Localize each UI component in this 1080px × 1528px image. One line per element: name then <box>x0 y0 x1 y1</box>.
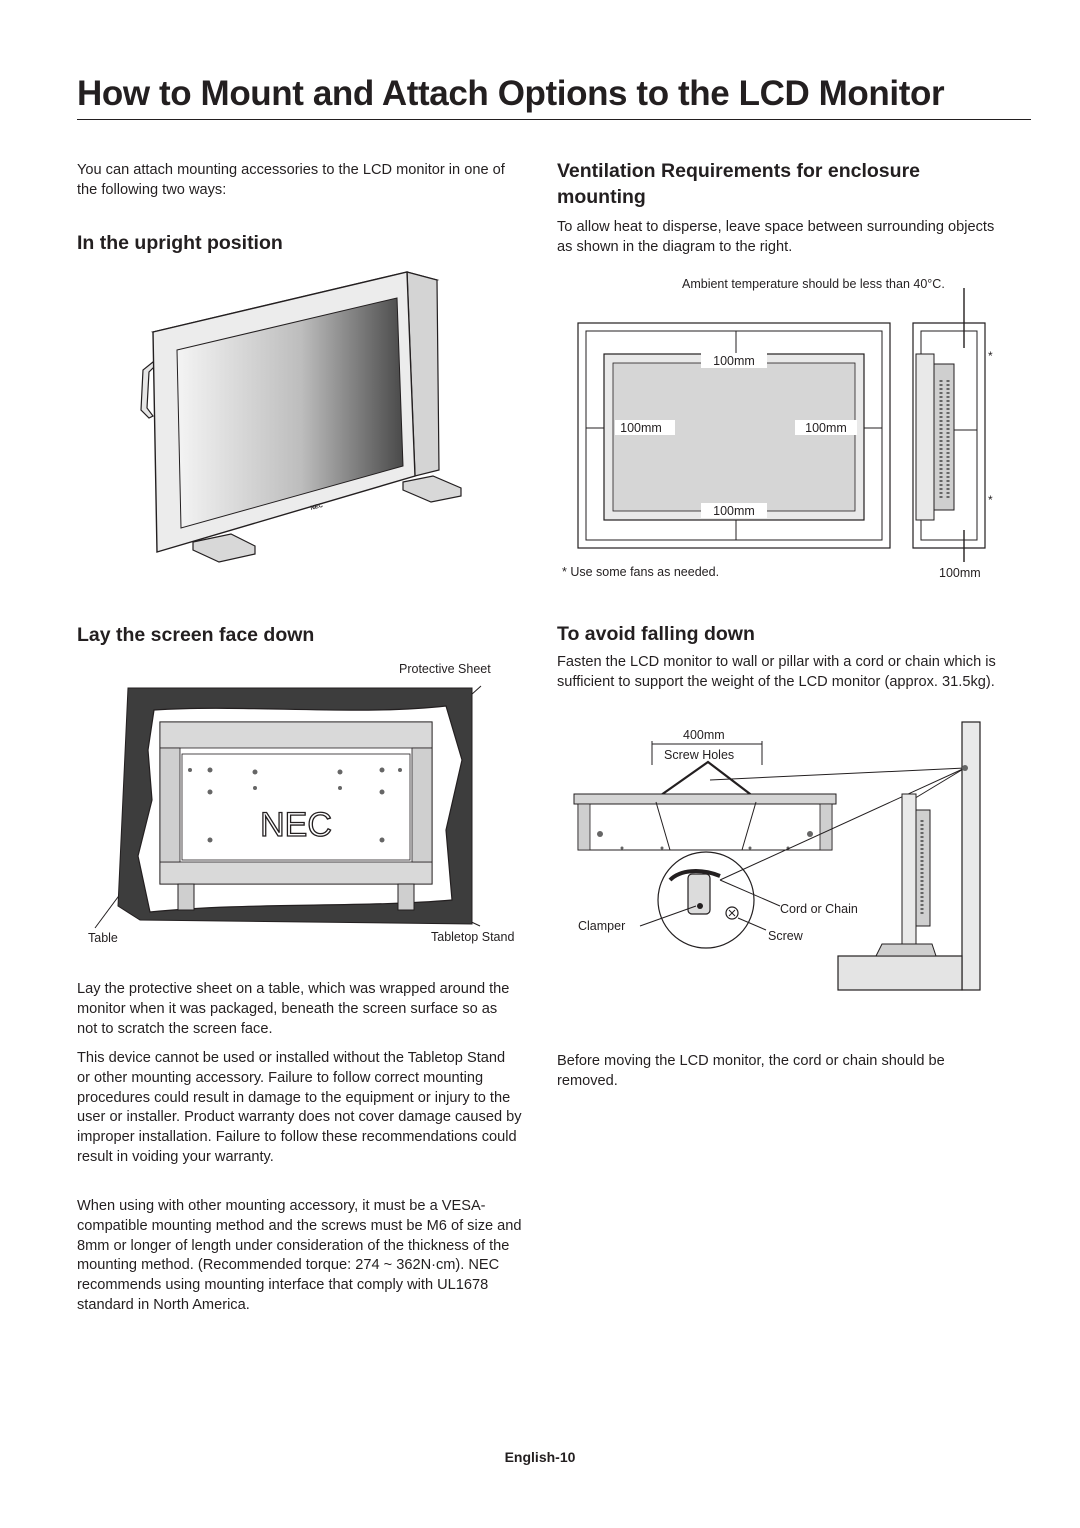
bottom-clearance-label: 100mm <box>713 504 755 518</box>
page-footer: English-10 <box>504 1449 576 1465</box>
falling-text: Fasten the LCD monitor to wall or pillar with a cord or chain which is sufficient to support the weight of the LCD monitor (approx. 31.5kg). <box>557 654 996 690</box>
paragraph-protective-sheet: Lay the protective sheet on a table, which was wrapped around the monitor when it was packaged, beneath the screen surface so as not to scratch the screen face. <box>77 981 510 1037</box>
top-clearance-label: 100mm <box>713 354 755 368</box>
side-clearance-label: 100mm <box>939 566 981 580</box>
fall-prevention-diagram <box>570 720 990 995</box>
intro-text: You can attach mounting accessories to the LCD monitor in one of the following two ways: <box>77 162 505 198</box>
ambient-note: Ambient temperature should be less than 40°C. <box>682 277 945 291</box>
left-clearance-label: 100mm <box>620 421 662 435</box>
ventilation-heading: Ventilation Requirements for enclosure mounting <box>557 160 920 208</box>
clamper-label: Clamper <box>578 919 626 933</box>
spacing-label: 400mm <box>683 728 725 742</box>
cord-or-chain-label: Cord or Chain <box>780 902 858 916</box>
title-rule <box>77 119 1031 120</box>
ventilation-diagram <box>575 290 995 565</box>
paragraph-vesa: When using with other mounting accessory, it must be a VESA-compatible mounting method and the screws must be M6 of size and 8mm or longer of length under consideration of the thickness of the mounting method. (Recommended torque: 274 ~ 362N·cm). NEC recommends using mounting interface that comply with UL1678 standard in North America. <box>77 1198 522 1313</box>
asterisk-bottom: * <box>988 493 993 507</box>
fans-note: * Use some fans as needed. <box>562 565 720 579</box>
monitor-brand-label: NEC <box>309 502 324 512</box>
upright-heading: In the upright position <box>77 232 283 254</box>
protective-sheet-label: Protective Sheet <box>399 662 491 676</box>
table-label: Table <box>88 931 118 945</box>
tabletop-stand-label: Tabletop Stand <box>431 930 515 944</box>
falling-heading: To avoid falling down <box>557 623 755 645</box>
screw-label: Screw <box>768 929 803 943</box>
facedown-heading: Lay the screen face down <box>77 624 315 646</box>
right-clearance-label: 100mm <box>805 421 847 435</box>
before-moving-text: Before moving the LCD monitor, the cord or chain should be removed. <box>557 1053 945 1089</box>
back-nec-logo: NEC <box>260 806 332 844</box>
upright-monitor-illustration <box>135 270 465 570</box>
page-title: How to Mount and Attach Options to the LCD Monitor <box>77 74 945 113</box>
asterisk-top: * <box>988 349 993 363</box>
facedown-illustration <box>90 680 530 940</box>
screw-holes-label: Screw Holes <box>664 748 735 762</box>
paragraph-warning: This device cannot be used or installed without the Tabletop Stand or other mounting accessory. Failure to follow correct mounting procedures could result in damage to the equipment or injury to the user or installer. Product warranty does not cover damage caused by improper installation. Failure to follow these recommendations could result in voiding your warranty. <box>77 1050 522 1165</box>
ventilation-text: To allow heat to disperse, leave space between surrounding objects as shown in the diagram to the right. <box>557 219 995 255</box>
